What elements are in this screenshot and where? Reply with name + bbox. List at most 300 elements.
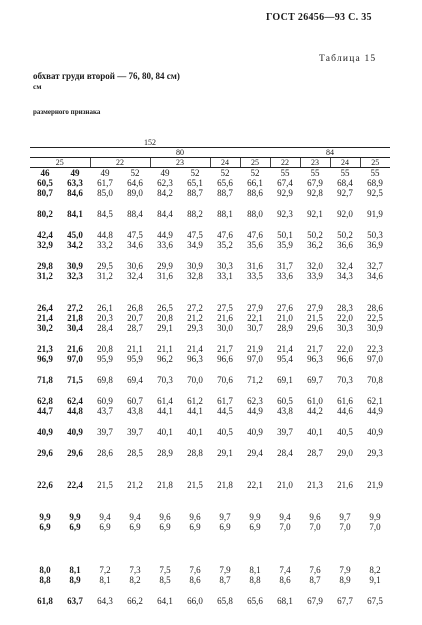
table-cell: 69,4 <box>127 375 143 385</box>
table-cell: 28,4 <box>277 448 293 458</box>
table-cell: 28,7 <box>307 448 323 458</box>
spacer-row <box>30 532 390 543</box>
table-cell: 45,0 <box>67 230 83 240</box>
table-cell: 35,6 <box>247 240 263 250</box>
table-cell: 21,5 <box>307 313 323 323</box>
table-cell: 21,6 <box>217 313 233 323</box>
table-cell: 27,2 <box>67 303 83 313</box>
table-cell: 21,3 <box>37 344 53 354</box>
table-cell: 88,7 <box>217 188 233 198</box>
table-cell: 92,9 <box>277 188 293 198</box>
table-cell: 9,9 <box>369 512 381 522</box>
table-cell: 52 <box>130 168 140 178</box>
table-cell: 28,9 <box>277 323 293 333</box>
table-cell: 8,2 <box>129 575 141 585</box>
table-cell: 20,8 <box>157 313 173 323</box>
table-cell: 7,3 <box>129 565 141 575</box>
sub-header: 24 <box>210 158 240 168</box>
table-cell: 43,7 <box>97 406 113 416</box>
table-cell: 55 <box>280 168 290 178</box>
table-cell: 21,3 <box>307 480 323 490</box>
table-cell: 27,6 <box>277 303 293 313</box>
table-cell: 39,7 <box>277 427 293 437</box>
spacer-row <box>30 543 390 554</box>
group-header-152: 152 <box>30 138 270 148</box>
table-cell: 40,9 <box>247 427 263 437</box>
table-cell: 31,2 <box>37 271 53 281</box>
table-row <box>30 209 390 219</box>
table-cell: 62,3 <box>247 396 263 406</box>
table-cell: 6,9 <box>249 522 261 532</box>
table-cell: 33,9 <box>307 271 323 281</box>
table-cell: 6,9 <box>39 522 51 532</box>
table-cell: 84,6 <box>67 188 83 198</box>
table-cell: 92,7 <box>337 188 353 198</box>
table-row <box>30 240 390 250</box>
table-row <box>30 303 390 313</box>
table-cell: 8,1 <box>69 565 81 575</box>
table-cell: 21,6 <box>337 480 353 490</box>
table-cell: 97,0 <box>67 354 83 364</box>
table-row <box>30 178 390 188</box>
sub-header: 23 <box>300 158 330 168</box>
table-cell: 50,3 <box>367 230 383 240</box>
table-cell: 22,0 <box>337 313 353 323</box>
table-cell: 69,7 <box>307 375 323 385</box>
table-cell: 21,4 <box>37 313 53 323</box>
table-cell: 88,0 <box>247 209 263 219</box>
table-cell: 30,7 <box>247 323 263 333</box>
table-row <box>30 354 390 364</box>
table-cell: 32,0 <box>307 261 323 271</box>
table-cell: 47,5 <box>187 230 203 240</box>
table-cell: 32,3 <box>67 271 83 281</box>
table-cell: 28,3 <box>337 303 353 313</box>
spacer-row <box>30 458 390 469</box>
table-cell: 22,5 <box>367 313 383 323</box>
table-cell: 70,6 <box>217 375 233 385</box>
table-cell: 7,0 <box>369 522 381 532</box>
table-cell: 8,6 <box>279 575 291 585</box>
table-cell: 67,5 <box>367 596 383 606</box>
table-cell: 33,6 <box>157 240 173 250</box>
table-cell: 9,6 <box>189 512 201 522</box>
table-cell: 6,9 <box>189 522 201 532</box>
table-cell: 7,6 <box>189 565 201 575</box>
table-cell: 21,8 <box>157 480 173 490</box>
table-cell: 21,4 <box>187 344 203 354</box>
table-cell: 40,5 <box>337 427 353 437</box>
table-cell: 95,9 <box>127 354 143 364</box>
spacer-row <box>30 281 390 292</box>
table-cell: 46 <box>40 168 50 178</box>
table-cell: 9,9 <box>69 512 81 522</box>
table-cell: 32,4 <box>127 271 143 281</box>
table-cell: 36,9 <box>367 240 383 250</box>
table-cell: 21,1 <box>127 344 143 354</box>
table-cell: 21,8 <box>67 313 83 323</box>
table-cell: 6,9 <box>99 522 111 532</box>
table-cell: 36,2 <box>307 240 323 250</box>
table-cell: 40,1 <box>307 427 323 437</box>
table-cell: 7,6 <box>309 565 321 575</box>
spacer-row <box>30 501 390 512</box>
table-cell: 40,9 <box>367 427 383 437</box>
table-cell: 97,0 <box>247 354 263 364</box>
table-cell: 7,0 <box>309 522 321 532</box>
table-cell: 44,6 <box>337 406 353 416</box>
table-row <box>30 230 390 240</box>
table-cell: 29,3 <box>187 323 203 333</box>
table-cell: 42,4 <box>37 230 53 240</box>
table-cell: 96,9 <box>37 354 53 364</box>
table-cell: 97,0 <box>367 354 383 364</box>
table-cell: 31,7 <box>277 261 293 271</box>
table-cell: 40,1 <box>187 427 203 437</box>
table-cell: 84,5 <box>97 209 113 219</box>
table-cell: 8,8 <box>249 575 261 585</box>
table-cell: 21,8 <box>217 480 233 490</box>
table-cell: 28,6 <box>367 303 383 313</box>
table-cell: 21,5 <box>97 480 113 490</box>
table-cell: 62,4 <box>67 396 83 406</box>
table-cell: 7,4 <box>279 565 291 575</box>
table-cell: 9,4 <box>129 512 141 522</box>
table-cell: 39,7 <box>127 427 143 437</box>
spacer-row <box>30 198 390 209</box>
spacer-row <box>30 490 390 501</box>
table-cell: 88,7 <box>187 188 203 198</box>
table-cell: 27,5 <box>217 303 233 313</box>
group-header-84: 84 <box>270 148 390 158</box>
table-cell: 20,3 <box>97 313 113 323</box>
table-cell: 34,3 <box>337 271 353 281</box>
table-cell: 71,2 <box>247 375 263 385</box>
spacer-row <box>30 219 390 230</box>
table-cell: 66,2 <box>127 596 143 606</box>
table-cell: 28,8 <box>187 448 203 458</box>
table-cell: 30,6 <box>127 261 143 271</box>
table-cell: 6,9 <box>129 522 141 532</box>
table-cell: 96,3 <box>307 354 323 364</box>
table-cell: 55 <box>370 168 380 178</box>
table-cell: 21,6 <box>67 344 83 354</box>
table-cell: 22,0 <box>337 344 353 354</box>
table-cell: 9,9 <box>249 512 261 522</box>
table-cell: 63,3 <box>67 178 83 188</box>
table-cell: 30,3 <box>337 323 353 333</box>
table-cell: 70,0 <box>187 375 203 385</box>
table-cell: 49 <box>160 168 170 178</box>
table-cell: 62,1 <box>367 396 383 406</box>
sub-header: 24 <box>330 158 360 168</box>
table-cell: 21,5 <box>187 480 203 490</box>
spacer-row <box>30 585 390 596</box>
table-cell: 33,6 <box>277 271 293 281</box>
table-cell: 80,7 <box>37 188 53 198</box>
table-cell: 55 <box>340 168 350 178</box>
table-cell: 62,8 <box>37 396 53 406</box>
table-cell: 22,4 <box>67 480 83 490</box>
table-cell: 21,1 <box>157 344 173 354</box>
table-cell: 28,9 <box>157 448 173 458</box>
spacer-row <box>30 333 390 344</box>
table-cell: 8,5 <box>159 575 171 585</box>
table-cell: 27,2 <box>187 303 203 313</box>
table-cell: 33,1 <box>217 271 233 281</box>
table-cell: 30,9 <box>187 261 203 271</box>
table-cell: 92,8 <box>307 188 323 198</box>
table-cell: 7,9 <box>219 565 231 575</box>
table-cell: 52 <box>220 168 230 178</box>
table-cell: 9,4 <box>99 512 111 522</box>
table-cell: 44,8 <box>67 406 83 416</box>
table-cell: 21,9 <box>367 480 383 490</box>
table-cell: 44,2 <box>307 406 323 416</box>
table-cell: 26,4 <box>37 303 53 313</box>
table-cell: 28,7 <box>127 323 143 333</box>
table-cell: 39,7 <box>97 427 113 437</box>
table-cell: 30,2 <box>37 323 53 333</box>
table-cell: 36,6 <box>337 240 353 250</box>
table-cell: 29,6 <box>307 323 323 333</box>
spacer-row <box>30 554 390 565</box>
table-cell: 8,1 <box>249 565 261 575</box>
table-cell: 49 <box>100 168 110 178</box>
table-cell: 29,8 <box>37 261 53 271</box>
table-cell: 61,7 <box>97 178 113 188</box>
table-cell: 68,4 <box>337 178 353 188</box>
sub-header: 23 <box>150 158 210 168</box>
table-cell: 32,4 <box>337 261 353 271</box>
table-cell: 47,5 <box>127 230 143 240</box>
table-caption: Таблица 15 <box>319 54 377 64</box>
sub-header: 22 <box>90 158 150 168</box>
table-cell: 95,4 <box>277 354 293 364</box>
table-row <box>30 261 390 271</box>
table-row <box>30 565 390 575</box>
table-cell: 61,6 <box>337 396 353 406</box>
table-row <box>30 323 390 333</box>
table-cell: 64,6 <box>127 178 143 188</box>
table-cell: 61,0 <box>307 396 323 406</box>
table-cell: 71,5 <box>67 375 83 385</box>
table-cell: 61,4 <box>157 396 173 406</box>
table-cell: 44,9 <box>367 406 383 416</box>
table-cell: 30,3 <box>217 261 233 271</box>
table-cell: 67,7 <box>337 596 353 606</box>
table-cell: 66,1 <box>247 178 263 188</box>
table-cell: 44,9 <box>157 230 173 240</box>
table-cell: 61,2 <box>187 396 203 406</box>
table-cell: 28,4 <box>97 323 113 333</box>
table-cell: 29,6 <box>37 448 53 458</box>
table-cell: 7,0 <box>279 522 291 532</box>
subtitle-unit: см <box>33 82 42 91</box>
table-cell: 47,6 <box>247 230 263 240</box>
table-cell: 8,2 <box>369 565 381 575</box>
table-cell: 29,5 <box>97 261 113 271</box>
table-cell: 29,1 <box>157 323 173 333</box>
table-cell: 96,3 <box>187 354 203 364</box>
table-cell: 34,6 <box>127 240 143 250</box>
table-cell: 29,3 <box>367 448 383 458</box>
table-cell: 84,2 <box>157 188 173 198</box>
table-row <box>30 522 390 532</box>
table-cell: 70,3 <box>337 375 353 385</box>
table-row <box>30 575 390 585</box>
table-cell: 96,6 <box>217 354 233 364</box>
table-cell: 44,5 <box>217 406 233 416</box>
sub-header: 25 <box>360 158 390 168</box>
table-cell: 60,5 <box>277 396 293 406</box>
table-cell: 32,8 <box>187 271 203 281</box>
table-cell: 68,9 <box>367 178 383 188</box>
table-cell: 8,6 <box>189 575 201 585</box>
table-cell: 22,1 <box>247 480 263 490</box>
table-cell: 34,2 <box>67 240 83 250</box>
table-cell: 6,9 <box>159 522 171 532</box>
table-cell: 40,9 <box>37 427 53 437</box>
table-cell: 61,7 <box>217 396 233 406</box>
table-cell: 91,9 <box>367 209 383 219</box>
table-row <box>30 375 390 385</box>
table-row <box>30 596 390 606</box>
table-cell: 65,1 <box>187 178 203 188</box>
table-cell: 84,1 <box>67 209 83 219</box>
table-cell: 60,5 <box>37 178 53 188</box>
table-cell: 9,4 <box>279 512 291 522</box>
table-cell: 65,6 <box>217 178 233 188</box>
table-cell: 28,5 <box>127 448 143 458</box>
table-cell: 60,7 <box>127 396 143 406</box>
table-cell: 64,3 <box>97 596 113 606</box>
table-cell: 21,4 <box>277 344 293 354</box>
table-cell: 7,2 <box>99 565 111 575</box>
table-row <box>30 448 390 458</box>
table-cell: 43,8 <box>277 406 293 416</box>
table-cell: 9,6 <box>159 512 171 522</box>
table-cell: 35,2 <box>217 240 233 250</box>
table-cell: 32,9 <box>37 240 53 250</box>
table-cell: 22,6 <box>37 480 53 490</box>
table-cell: 9,9 <box>39 512 51 522</box>
section-label: размерного признака <box>33 108 101 116</box>
table-cell: 88,6 <box>247 188 263 198</box>
table-cell: 65,8 <box>217 596 233 606</box>
table-cell: 67,9 <box>307 178 323 188</box>
table-cell: 30,0 <box>217 323 233 333</box>
table-cell: 70,8 <box>367 375 383 385</box>
table-cell: 50,1 <box>277 230 293 240</box>
table-cell: 26,1 <box>97 303 113 313</box>
table-cell: 96,6 <box>337 354 353 364</box>
table-cell: 66,0 <box>187 596 203 606</box>
table-cell: 8,0 <box>39 565 51 575</box>
table-cell: 49 <box>70 168 80 178</box>
table-cell: 30,9 <box>367 323 383 333</box>
table-cell: 64,1 <box>157 596 173 606</box>
table-cell: 22,3 <box>367 344 383 354</box>
table-cell: 71,8 <box>37 375 53 385</box>
table-cell: 31,6 <box>157 271 173 281</box>
spacer-row <box>30 416 390 427</box>
group-header-80: 80 <box>90 148 270 158</box>
table-cell: 52 <box>250 168 260 178</box>
table-cell: 96,2 <box>157 354 173 364</box>
table-cell: 34,6 <box>367 271 383 281</box>
table-cell: 92,3 <box>277 209 293 219</box>
table-cell: 9,7 <box>219 512 231 522</box>
table-cell: 9,1 <box>369 575 381 585</box>
table-cell: 44,9 <box>247 406 263 416</box>
table-row <box>30 271 390 281</box>
table-row <box>30 168 390 179</box>
table-cell: 31,6 <box>247 261 263 271</box>
sub-header: 22 <box>270 158 300 168</box>
table-cell: 9,7 <box>339 512 351 522</box>
table-cell: 30,4 <box>67 323 83 333</box>
table-cell: 6,9 <box>69 522 81 532</box>
table-cell: 84,4 <box>157 209 173 219</box>
table-cell: 29,9 <box>157 261 173 271</box>
table-cell: 29,0 <box>337 448 353 458</box>
table-cell: 44,1 <box>187 406 203 416</box>
table-cell: 40,5 <box>217 427 233 437</box>
table-cell: 31,2 <box>97 271 113 281</box>
table-row <box>30 344 390 354</box>
table-cell: 20,8 <box>97 344 113 354</box>
table-cell: 6,9 <box>219 522 231 532</box>
table-cell: 44,7 <box>37 406 53 416</box>
table-cell: 7,0 <box>339 522 351 532</box>
table-cell: 40,9 <box>67 427 83 437</box>
table-cell: 67,4 <box>277 178 293 188</box>
table-cell: 32,7 <box>367 261 383 271</box>
table-cell: 89,0 <box>127 188 143 198</box>
table-cell: 69,1 <box>277 375 293 385</box>
table-cell: 68,1 <box>277 596 293 606</box>
table-cell: 88,4 <box>127 209 143 219</box>
table-cell: 20,7 <box>127 313 143 323</box>
table-cell: 60,9 <box>97 396 113 406</box>
table-cell: 88,1 <box>217 209 233 219</box>
measurement-table <box>30 138 390 606</box>
table-cell: 55 <box>310 168 320 178</box>
table-cell: 29,1 <box>217 448 233 458</box>
table-cell: 26,5 <box>157 303 173 313</box>
table-cell: 29,4 <box>247 448 263 458</box>
table-cell: 8,1 <box>99 575 111 585</box>
table-cell: 8,7 <box>219 575 231 585</box>
spacer-row <box>30 385 390 396</box>
table-cell: 92,0 <box>337 209 353 219</box>
table-cell: 67,9 <box>307 596 323 606</box>
table-cell: 50,2 <box>337 230 353 240</box>
group-header-blank-left <box>30 148 90 158</box>
table-row <box>30 188 390 198</box>
table-cell: 92,1 <box>307 209 323 219</box>
table-cell: 88,2 <box>187 209 203 219</box>
table-cell: 21,7 <box>307 344 323 354</box>
table-cell: 44,8 <box>97 230 113 240</box>
table-cell: 7,5 <box>159 565 171 575</box>
sub-header: 25 <box>30 158 90 168</box>
table-cell: 95,9 <box>97 354 113 364</box>
table-cell: 21,2 <box>127 480 143 490</box>
group-header-blank <box>270 138 390 148</box>
table-cell: 80,2 <box>37 209 53 219</box>
